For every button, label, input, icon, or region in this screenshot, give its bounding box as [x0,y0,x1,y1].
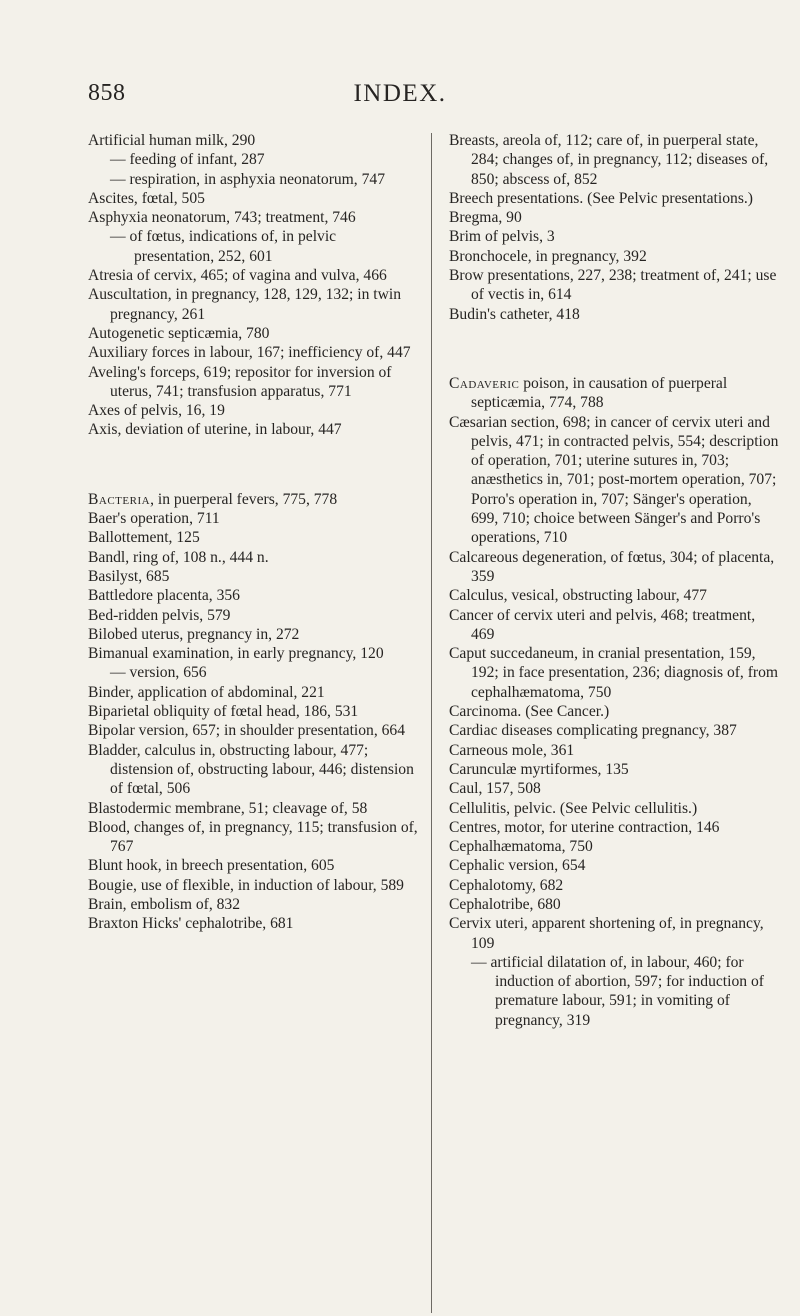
index-entry: Bronchocele, in pregnancy, 392 [449,247,647,265]
index-entry: Bregma, 90 [449,209,522,227]
running-title: INDEX. [353,80,447,107]
index-entry: Caput succedaneum, in cranial presentation, 159, 192; in face presentation, 236; diagnosis of, from cephalhæmatoma, 750 [449,645,779,701]
index-entry: Cellulitis, pelvic. (See Pelvic cellulitis.) [449,799,698,817]
index-entry: Carcinoma. (See Cancer.) [449,703,610,721]
column-divider [431,133,432,1313]
index-entry: Binder, application of abdominal, 221 [88,683,325,701]
index-entry: Breasts, areola of, 112; care of, in puerperal state, 284; changes of, in pregnancy, 112; diseases of, 850; abscess of, 852 [449,132,769,188]
index-entry: Autogenetic septicæmia, 780 [88,324,270,342]
index-entry: Cancer of cervix uteri and pelvis, 468; treatment, 469 [449,606,756,643]
index-entry: Braxton Hicks' cephalotribe, 681 [88,915,294,933]
index-entry: Ascites, fœtal, 505 [88,189,205,207]
index-entry: Cæsarian section, 698; in cancer of cervix uteri and pelvis, 471; in contracted pelvis, 554; description of operation, 701; uterine sutures in, 703; anæsthetics in, 701; post-mortem operation, 707; Porro's operation in, 707; Sänger's operation, 699, 710; choice between Sänger's and Porro's operations, 710 [449,413,779,547]
index-entry: Caul, 157, 508 [449,780,541,798]
section-lead-text: poison, in causation of puerperal septicæmia, 774, 788 [471,374,728,412]
index-entry: Auxiliary forces in labour, 167; inefficiency of, 447 [88,344,411,362]
index-entry: Basilyst, 685 [88,567,170,585]
index-entry: Calculus, vesical, obstructing labour, 477 [449,587,707,605]
index-entry: Brain, embolism of, 832 [88,895,241,913]
index-entry: Carunculæ myrtiformes, 135 [449,760,629,778]
index-entry: Artificial human milk, 290 [88,132,256,149]
index-subentry: — respiration, in asphyxia neonatorum, 747 [110,170,385,188]
page-number: 858 [88,80,126,106]
index-column-right [449,131,779,1030]
index-entry: Centres, motor, for uterine contraction, 146 [449,818,720,836]
index-section-lead-entry [449,374,779,413]
index-section-lead-entry [88,490,418,509]
index-entry: Aveling's forceps, 619; repositor for inversion of uterus, 741; transfusion apparatus, 771 [88,363,392,400]
index-entry: Bed-ridden pelvis, 579 [88,606,231,624]
index-entry: Bipolar version, 657; in shoulder presentation, 664 [88,722,406,740]
index-subentry: — artificial dilatation of, in labour, 460; for induction of abortion, 597; for induction of premature labour, 591; in vomiting of pregnancy, 319 [471,953,764,1029]
index-entry: Bandl, ring of, 108 n., 444 n. [88,548,269,566]
index-entry: Brim of pelvis, 3 [449,228,555,246]
section-lead-word: Bacteria [88,490,151,508]
index-entry: Blood, changes of, in pregnancy, 115; transfusion of, 767 [88,818,418,856]
index-entry: Cervix uteri, apparent shortening of, in pregnancy, 109 [449,915,764,952]
page-header [0,80,800,120]
index-entry: Auscultation, in pregnancy, 128, 129, 132; in twin pregnancy, 261 [88,286,401,323]
index-entry: Cephalotribe, 680 [449,895,561,913]
index-entry: Bimanual examination, in early pregnancy, 120 [88,645,384,663]
index-entry: Breech presentations. (See Pelvic presentations.) [449,189,753,207]
index-entry: Axis, deviation of uterine, in labour, 447 [88,421,342,439]
index-entry: Bladder, calculus in, obstructing labour, 477; distension of, obstructing labour, 446; distension of fœtal, 506 [88,741,414,798]
index-entry: Asphyxia neonatorum, 743; treatment, 746 [88,209,356,227]
index-entry: Bilobed uterus, pregnancy in, 272 [88,625,300,643]
index-entry: Atresia of cervix, 465; of vagina and vulva, 466 [88,267,387,285]
index-subentry: — feeding of infant, 287 [110,151,265,169]
index-entry: Budin's catheter, 418 [449,305,580,323]
index-entry: Axes of pelvis, 16, 19 [88,402,225,420]
index-entry: Ballottement, 125 [88,529,200,547]
section-gap [449,324,779,374]
index-entry: Battledore placenta, 356 [88,587,240,605]
index-subentry: — version, 656 [110,664,207,682]
index-entry: Cardiac diseases complicating pregnancy, 387 [449,722,737,740]
index-entry: Cephalotomy, 682 [449,876,564,894]
index-entry: Blunt hook, in breech presentation, 605 [88,857,335,875]
index-entry: Baer's operation, 711 [88,510,220,528]
index-subentry: — of fœtus, indications of, in pelvic presentation, 252, 601 [110,228,337,265]
section-lead-text: , in puerperal fevers, 775, 778 [150,490,338,508]
section-gap [88,440,418,490]
index-entry: Blastodermic membrane, 51; cleavage of, 58 [88,799,368,817]
index-entry: Cephalhæmatoma, 750 [449,838,593,856]
index-entry: Calcareous degeneration, of fœtus, 304; of placenta, 359 [449,548,775,585]
index-entry: Carneous mole, 361 [449,741,575,759]
index-entry: Cephalic version, 654 [449,857,586,875]
index-entry: Bougie, use of flexible, in induction of labour, 589 [88,876,404,894]
index-entry: Biparietal obliquity of fœtal head, 186, 531 [88,703,359,721]
section-lead-word: Cadaveric [449,374,520,392]
index-entry: Brow presentations, 227, 238; treatment of, 241; use of vectis in, 614 [449,267,777,304]
index-column-left [88,131,418,934]
